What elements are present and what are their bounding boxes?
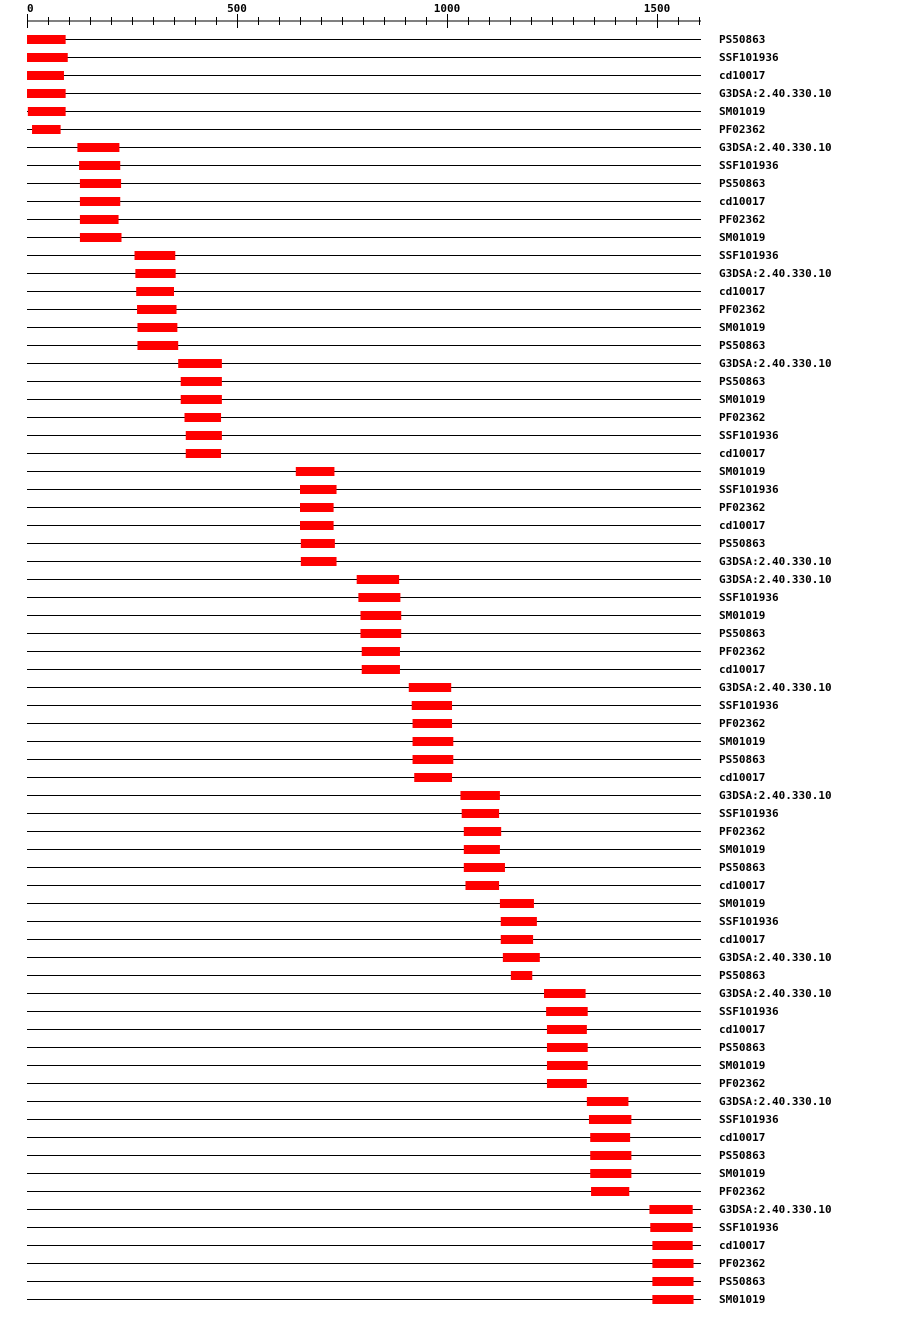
domain-row — [27, 987, 832, 1000]
domain-label: G3DSA:2.40.330.10 — [719, 267, 832, 280]
domain-label: PF02362 — [719, 1185, 766, 1198]
domain-bar — [591, 1187, 629, 1196]
domain-label: PF02362 — [719, 645, 766, 658]
domain-row — [27, 771, 765, 784]
domain-row — [27, 879, 765, 892]
domain-label: cd10017 — [719, 771, 766, 784]
domain-label: SM01019 — [719, 1293, 766, 1306]
domain-bar — [547, 1079, 587, 1088]
domain-bar — [652, 1277, 693, 1286]
domain-bar — [503, 953, 540, 962]
domain-bar — [460, 791, 499, 800]
domain-row — [27, 969, 765, 982]
domain-label: SM01019 — [719, 231, 766, 244]
tick-label: 1000 — [433, 2, 461, 15]
domain-row — [27, 339, 765, 352]
domain-row — [27, 825, 765, 838]
domain-label: G3DSA:2.40.330.10 — [719, 951, 832, 964]
domain-row — [27, 465, 765, 478]
domain-row — [27, 1113, 779, 1126]
domain-bar — [652, 1241, 692, 1250]
domain-label: SSF101936 — [719, 51, 779, 64]
domain-bar — [296, 467, 335, 476]
domain-bar — [181, 395, 222, 404]
domain-bar — [414, 773, 452, 782]
domain-row — [27, 1095, 832, 1108]
domain-label: cd10017 — [719, 69, 766, 82]
domain-label: SM01019 — [719, 735, 766, 748]
domain-bar — [587, 1097, 629, 1106]
domain-row — [27, 1023, 765, 1036]
domain-label: SM01019 — [719, 843, 766, 856]
domain-label: G3DSA:2.40.330.10 — [719, 681, 832, 694]
domain-row — [27, 591, 779, 604]
domain-label: G3DSA:2.40.330.10 — [719, 573, 832, 586]
domain-bar — [501, 935, 533, 944]
domain-bar — [135, 251, 176, 260]
domain-bar — [77, 143, 119, 152]
domain-row — [27, 537, 765, 550]
domain-row — [27, 1077, 765, 1090]
domain-row — [27, 87, 832, 100]
domain-row — [27, 105, 765, 118]
domain-label: PS50863 — [719, 1149, 766, 1162]
domain-bar — [500, 899, 534, 908]
domain-row — [27, 573, 832, 586]
domain-bar — [464, 827, 501, 836]
domain-bar — [360, 629, 401, 638]
domain-row — [27, 1185, 765, 1198]
domain-bar — [300, 521, 334, 530]
domain-bar — [590, 1151, 631, 1160]
domain-row — [27, 69, 765, 82]
domain-label: G3DSA:2.40.330.10 — [719, 357, 832, 370]
domain-row — [27, 321, 765, 334]
domain-label: PF02362 — [719, 303, 766, 316]
domain-row — [27, 1149, 765, 1162]
domain-label: SM01019 — [719, 609, 766, 622]
domain-row — [27, 663, 765, 676]
domain-label: PF02362 — [719, 213, 766, 226]
domain-bar — [301, 539, 335, 548]
domain-label: SSF101936 — [719, 699, 779, 712]
domain-label: PS50863 — [719, 177, 766, 190]
domain-row — [27, 429, 779, 442]
domain-label: PS50863 — [719, 339, 766, 352]
domain-bar — [80, 215, 119, 224]
domain-bar — [652, 1295, 693, 1304]
domain-row — [27, 627, 765, 640]
domain-label: SSF101936 — [719, 807, 779, 820]
domain-row — [27, 951, 832, 964]
domain-label: cd10017 — [719, 1023, 766, 1036]
domain-label: SSF101936 — [719, 483, 779, 496]
domain-row — [27, 33, 765, 46]
domain-bar — [409, 683, 451, 692]
domain-row — [27, 123, 765, 136]
domain-label: G3DSA:2.40.330.10 — [719, 1095, 832, 1108]
domain-label: PS50863 — [719, 375, 766, 388]
domain-label: G3DSA:2.40.330.10 — [719, 1203, 832, 1216]
domain-label: G3DSA:2.40.330.10 — [719, 789, 832, 802]
domain-bar — [80, 197, 120, 206]
domain-label: SSF101936 — [719, 1005, 779, 1018]
domain-label: SSF101936 — [719, 249, 779, 262]
domain-label: SM01019 — [719, 393, 766, 406]
domain-row — [27, 843, 765, 856]
domain-label: SM01019 — [719, 321, 766, 334]
domain-bar — [511, 971, 532, 980]
domain-bar — [546, 1007, 588, 1016]
domain-bar — [358, 593, 400, 602]
domain-row — [27, 1041, 765, 1054]
domain-row — [27, 393, 765, 406]
domain-label: PS50863 — [719, 33, 766, 46]
domain-label: PF02362 — [719, 1077, 766, 1090]
domain-label: PS50863 — [719, 753, 766, 766]
domain-label: PF02362 — [719, 1257, 766, 1270]
domain-row — [27, 501, 765, 514]
domain-row — [27, 195, 765, 208]
domain-row — [27, 555, 832, 568]
domain-bar — [79, 161, 120, 170]
domain-row — [27, 375, 765, 388]
domain-bar — [547, 1043, 588, 1052]
domain-label: SSF101936 — [719, 1113, 779, 1126]
domain-bar — [80, 179, 121, 188]
domain-label: PS50863 — [719, 1041, 766, 1054]
domain-label: SSF101936 — [719, 915, 779, 928]
domain-bar — [178, 359, 222, 368]
domain-bar — [80, 233, 122, 242]
domain-label: SM01019 — [719, 1059, 766, 1072]
domain-row — [27, 249, 779, 262]
domain-label: SSF101936 — [719, 429, 779, 442]
domain-bar — [413, 737, 454, 746]
domain-bar — [137, 305, 176, 314]
domain-bar — [186, 449, 221, 458]
domain-row — [27, 483, 779, 496]
domain-label: PF02362 — [719, 411, 766, 424]
domain-row — [27, 807, 779, 820]
domain-label: SM01019 — [719, 897, 766, 910]
domain-bar — [649, 1205, 692, 1214]
domain-row — [27, 1257, 765, 1270]
domain-label: SSF101936 — [719, 591, 779, 604]
domain-label: cd10017 — [719, 879, 766, 892]
domain-bar — [464, 863, 505, 872]
domain-bar — [590, 1133, 630, 1142]
domain-bar — [547, 1061, 588, 1070]
domain-bar — [357, 575, 399, 584]
domain-label: PF02362 — [719, 501, 766, 514]
domain-label: cd10017 — [719, 195, 766, 208]
domain-label: PS50863 — [719, 1275, 766, 1288]
domain-bar — [301, 557, 337, 566]
domain-row — [27, 213, 765, 226]
domain-row — [27, 159, 779, 172]
domain-label: cd10017 — [719, 1131, 766, 1144]
domain-label: cd10017 — [719, 663, 766, 676]
domain-label: SSF101936 — [719, 1221, 779, 1234]
domain-bar — [27, 89, 66, 98]
domain-bar — [465, 881, 499, 890]
domain-bar — [27, 71, 64, 80]
domain-bar — [27, 53, 68, 62]
domain-row — [27, 411, 765, 424]
domain-bar — [28, 107, 66, 116]
domain-row — [27, 861, 765, 874]
domain-label: PS50863 — [719, 627, 766, 640]
domain-row — [27, 717, 765, 730]
domain-bar — [464, 845, 500, 854]
domain-row — [27, 645, 765, 658]
domain-row — [27, 1059, 765, 1072]
domain-row — [27, 303, 765, 316]
domain-bar — [413, 755, 454, 764]
scale-axis — [27, 2, 701, 28]
domain-row — [27, 1131, 765, 1144]
domain-bar — [137, 341, 178, 350]
domain-bar — [137, 323, 177, 332]
domain-bar — [181, 377, 222, 386]
domain-row — [27, 1203, 832, 1216]
domain-label: PS50863 — [719, 861, 766, 874]
domain-label: G3DSA:2.40.330.10 — [719, 987, 832, 1000]
domain-label: G3DSA:2.40.330.10 — [719, 141, 832, 154]
domain-bar — [413, 719, 452, 728]
domain-bar — [650, 1223, 692, 1232]
domain-bar — [136, 287, 174, 296]
domain-row — [27, 915, 779, 928]
domain-label: G3DSA:2.40.330.10 — [719, 555, 832, 568]
domain-bar — [27, 35, 66, 44]
domain-row — [27, 1239, 765, 1252]
domain-label: cd10017 — [719, 519, 766, 532]
domain-bar — [589, 1115, 631, 1124]
domain-rows — [27, 33, 832, 1306]
domain-bar — [462, 809, 499, 818]
domain-label: cd10017 — [719, 1239, 766, 1252]
domain-row — [27, 1293, 765, 1306]
domain-bar — [185, 413, 222, 422]
domain-row — [27, 177, 765, 190]
domain-bar — [32, 125, 61, 134]
domain-row — [27, 519, 765, 532]
domain-bar — [186, 431, 222, 440]
tick-label: 1500 — [643, 2, 671, 15]
domain-label: cd10017 — [719, 285, 766, 298]
domain-bar — [652, 1259, 693, 1268]
domain-bar — [300, 503, 334, 512]
domain-label: PS50863 — [719, 537, 766, 550]
domain-bar — [501, 917, 537, 926]
domain-bar — [362, 665, 400, 674]
domain-row — [27, 933, 765, 946]
domain-bar — [135, 269, 175, 278]
domain-bar — [360, 611, 401, 620]
domain-label: PS50863 — [719, 969, 766, 982]
domain-label: SSF101936 — [719, 159, 779, 172]
domain-bar — [362, 647, 400, 656]
domain-bar — [300, 485, 337, 494]
domain-row — [27, 609, 765, 622]
domain-bar — [547, 1025, 587, 1034]
domain-label: G3DSA:2.40.330.10 — [719, 87, 832, 100]
domain-label: cd10017 — [719, 933, 766, 946]
domain-label: PF02362 — [719, 717, 766, 730]
domain-row — [27, 753, 765, 766]
domain-row — [27, 681, 832, 694]
tick-label: 500 — [227, 2, 247, 15]
domain-row — [27, 1005, 779, 1018]
domain-row — [27, 1275, 765, 1288]
domain-row — [27, 141, 832, 154]
domain-label: SM01019 — [719, 465, 766, 478]
domain-row — [27, 1221, 779, 1234]
domain-row — [27, 735, 765, 748]
domain-row — [27, 51, 779, 64]
domain-row — [27, 1167, 765, 1180]
domain-label: SM01019 — [719, 1167, 766, 1180]
domain-row — [27, 357, 832, 370]
domain-bar — [544, 989, 586, 998]
domain-row — [27, 285, 765, 298]
domain-label: PF02362 — [719, 123, 766, 136]
tick-label: 0 — [27, 2, 34, 15]
domain-row — [27, 699, 779, 712]
domain-row — [27, 231, 765, 244]
domain-label: cd10017 — [719, 447, 766, 460]
domain-row — [27, 267, 832, 280]
domain-row — [27, 789, 832, 802]
domain-label: SM01019 — [719, 105, 766, 118]
domain-bar — [590, 1169, 631, 1178]
domain-row — [27, 897, 765, 910]
domain-row — [27, 447, 765, 460]
domain-label: PF02362 — [719, 825, 766, 838]
domain-bar — [412, 701, 452, 710]
